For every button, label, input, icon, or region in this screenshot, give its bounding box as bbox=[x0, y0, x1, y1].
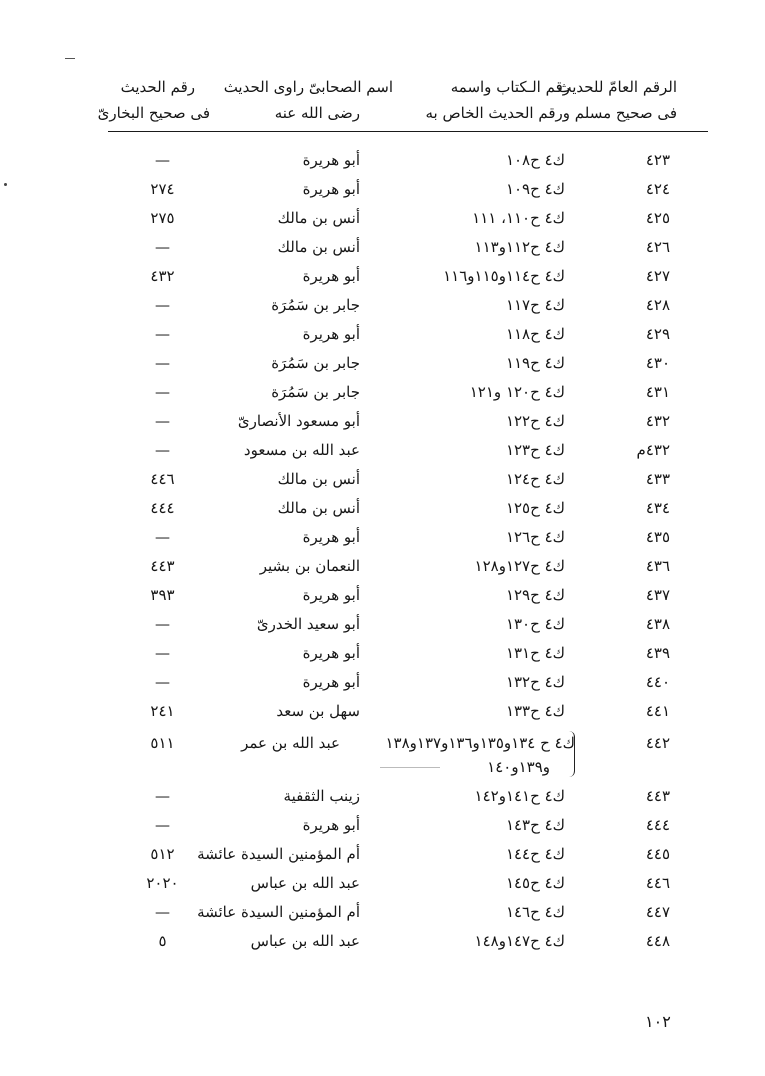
table-row bbox=[0, 351, 765, 375]
companion-name: أبو مسعود الأنصارىّ bbox=[237, 412, 360, 430]
book-reference: ك٤ ح١١٤و١١٥و١١٦ bbox=[443, 267, 565, 285]
bukhari-number: — bbox=[155, 787, 170, 805]
book-reference: ك٤ ح١٣٣ bbox=[505, 702, 565, 720]
table-row bbox=[0, 813, 765, 837]
scan-mark bbox=[4, 183, 7, 186]
bukhari-number: — bbox=[155, 673, 170, 691]
companion-name: زينب الثقفية bbox=[283, 787, 360, 805]
companion-name: أبو هريرة bbox=[302, 151, 360, 169]
bukhari-number: ٢٠٢٠ bbox=[146, 874, 179, 892]
book-reference: ك٤ ح ١٣٤و١٣٥و١٣٦و١٣٧و١٣٨ bbox=[385, 734, 575, 752]
table-row bbox=[0, 929, 765, 953]
scan-mark bbox=[65, 58, 75, 59]
bukhari-number: — bbox=[155, 441, 170, 459]
table-row bbox=[0, 206, 765, 230]
bukhari-number: — bbox=[155, 528, 170, 546]
bukhari-number: — bbox=[155, 644, 170, 662]
header-bukhari-line2: فى صحيح البخارىّ bbox=[97, 104, 210, 122]
bukhari-number: — bbox=[155, 412, 170, 430]
bukhari-number: ٢٧٥ bbox=[150, 209, 175, 227]
hadith-number: ٤٣٢ bbox=[645, 412, 670, 430]
table-row bbox=[0, 842, 765, 866]
book-reference: ك٤ ح١٢٤ bbox=[505, 470, 565, 488]
book-reference: ك٤ ح١٤٤ bbox=[505, 845, 565, 863]
book-reference: ك٤ ح١٢٣ bbox=[505, 441, 565, 459]
header-companion-line2: رضى الله عنه bbox=[274, 104, 360, 122]
bukhari-number: — bbox=[155, 325, 170, 343]
companion-name: أنس بن مالك bbox=[277, 470, 360, 488]
companion-name: أنس بن مالك bbox=[277, 499, 360, 517]
companion-name: عبد الله بن عباس bbox=[250, 932, 360, 950]
header-number-line2: فى صحيح مسلم bbox=[574, 104, 677, 122]
table-row bbox=[0, 641, 765, 665]
companion-name: النعمان بن بشير bbox=[259, 557, 360, 575]
book-reference: ك٤ ح١٣٢ bbox=[505, 673, 565, 691]
bukhari-number: ٤٣٢ bbox=[150, 267, 175, 285]
table-row bbox=[0, 264, 765, 288]
scan-mark bbox=[380, 767, 440, 768]
table-row bbox=[0, 496, 765, 520]
hadith-number: ٤٤٤ bbox=[645, 816, 670, 834]
bukhari-number: ٢٧٤ bbox=[150, 180, 175, 198]
book-reference: ك٤ ح١٤٣ bbox=[505, 816, 565, 834]
table-row bbox=[0, 871, 765, 895]
table-row bbox=[0, 148, 765, 172]
hadith-number: ٤٣٨ bbox=[645, 615, 670, 633]
book-reference: ك٤ ح١١٢و١١٣ bbox=[474, 238, 565, 256]
table-row bbox=[0, 784, 765, 808]
bukhari-number: ٢٤١ bbox=[150, 702, 175, 720]
hadith-number: ٤٢٥ bbox=[645, 209, 670, 227]
companion-name: جابر بن سَمُرَة bbox=[271, 383, 360, 401]
book-reference: ك٤ ح١٤٧و١٤٨ bbox=[474, 932, 565, 950]
bukhari-number: ٤٤٤ bbox=[150, 499, 175, 517]
book-reference: ك٤ ح١٢٢ bbox=[505, 412, 565, 430]
book-reference: ك٤ ح١٠٨ bbox=[505, 151, 565, 169]
book-reference: ك٤ ح١١٩ bbox=[505, 354, 565, 372]
book-reference: ك٤ ح١٢٦ bbox=[505, 528, 565, 546]
book-reference: ك٤ ح١٢٥ bbox=[505, 499, 565, 517]
table-row bbox=[0, 235, 765, 259]
book-reference: ك٤ ح١٢٠ و١٢١ bbox=[469, 383, 565, 401]
companion-name: جابر بن سَمُرَة bbox=[271, 354, 360, 372]
companion-name: أبو هريرة bbox=[302, 816, 360, 834]
table-row bbox=[0, 322, 765, 346]
bukhari-number: — bbox=[155, 383, 170, 401]
hadith-number: ٤٤١ bbox=[645, 702, 670, 720]
bukhari-number: ٣٩٣ bbox=[150, 586, 175, 604]
table-row bbox=[0, 380, 765, 404]
table-row bbox=[0, 438, 765, 462]
bukhari-number: — bbox=[155, 296, 170, 314]
table-row bbox=[0, 525, 765, 549]
table-row bbox=[0, 612, 765, 636]
bukhari-number: ٥ bbox=[158, 932, 167, 950]
companion-name: جابر بن سَمُرَة bbox=[271, 296, 360, 314]
header-number-line1: الرقم العامّ للحديث bbox=[557, 78, 677, 96]
companion-name: عبد الله بن عمر bbox=[241, 734, 340, 752]
hadith-number: ٤٣٧ bbox=[645, 586, 670, 604]
hadith-number: ٤٢٦ bbox=[645, 238, 670, 256]
table-row bbox=[0, 409, 765, 433]
hadith-number: ٤٤٢ bbox=[645, 734, 670, 752]
bukhari-number: — bbox=[155, 151, 170, 169]
companion-name: أم المؤمنين السيدة عائشة bbox=[197, 845, 360, 863]
companion-name: سهل بن سعد bbox=[276, 702, 360, 720]
companion-name: أبو هريرة bbox=[302, 267, 360, 285]
row-brace bbox=[568, 731, 575, 777]
companion-name: أبو هريرة bbox=[302, 644, 360, 662]
book-reference: ك٤ ح١٤١و١٤٢ bbox=[474, 787, 565, 805]
table-row bbox=[0, 467, 765, 491]
bukhari-number: — bbox=[155, 903, 170, 921]
hadith-number: ٤٢٩ bbox=[645, 325, 670, 343]
companion-name: أبو هريرة bbox=[302, 528, 360, 546]
hadith-number: ٤٤٦ bbox=[645, 874, 670, 892]
companion-name: عبد الله بن مسعود bbox=[243, 441, 360, 459]
hadith-number: ٤٢٨ bbox=[645, 296, 670, 314]
hadith-number: ٤٤٥ bbox=[645, 845, 670, 863]
bukhari-number: ٥١١ bbox=[150, 734, 175, 752]
companion-name: أبو هريرة bbox=[302, 673, 360, 691]
bukhari-number: ٤٤٦ bbox=[150, 470, 175, 488]
table-row bbox=[0, 670, 765, 694]
page-number: ١٠٢ bbox=[645, 1012, 671, 1031]
hadith-number: ٤٣٦ bbox=[645, 557, 670, 575]
hadith-number: ٤٤٠ bbox=[645, 673, 670, 691]
table-row bbox=[0, 900, 765, 924]
hadith-number: ٤٣٥ bbox=[645, 528, 670, 546]
bukhari-number: — bbox=[155, 615, 170, 633]
book-reference: ك٤ ح١٣١ bbox=[505, 644, 565, 662]
hadith-number: ٤٣٣ bbox=[645, 470, 670, 488]
table-row bbox=[0, 554, 765, 578]
header-bukhari-line1: رقم الحديث bbox=[120, 78, 195, 96]
book-reference: ك٤ ح١٣٠ bbox=[505, 615, 565, 633]
book-reference: ك٤ ح١١٨ bbox=[505, 325, 565, 343]
bukhari-number: ٤٤٣ bbox=[150, 557, 175, 575]
hadith-number: ٤٣٢م bbox=[636, 441, 670, 459]
companion-name: أبو هريرة bbox=[302, 325, 360, 343]
book-reference: ك٤ ح١٠٩ bbox=[505, 180, 565, 198]
hadith-number: ٤٤٧ bbox=[645, 903, 670, 921]
book-reference: ك٤ ح١٢٩ bbox=[505, 586, 565, 604]
companion-name: أنس بن مالك bbox=[277, 209, 360, 227]
book-reference: ك٤ ح١١٠، ١١١ bbox=[472, 209, 565, 227]
companion-name: أم المؤمنين السيدة عائشة bbox=[197, 903, 360, 921]
hadith-number: ٤٢٧ bbox=[645, 267, 670, 285]
companion-name: عبد الله بن عباس bbox=[250, 874, 360, 892]
companion-name: أبو هريرة bbox=[302, 180, 360, 198]
book-reference: ك٤ ح١٤٥ bbox=[505, 874, 565, 892]
book-reference-continuation: و١٣٩و١٤٠ bbox=[487, 758, 550, 776]
bukhari-number: — bbox=[155, 354, 170, 372]
hadith-number: ٤٣٤ bbox=[645, 499, 670, 517]
companion-name: أبو سعيد الخدرىّ bbox=[256, 615, 360, 633]
hadith-number: ٤٣١ bbox=[645, 383, 670, 401]
hadith-number: ٤٣٠ bbox=[645, 354, 670, 372]
bukhari-number: — bbox=[155, 238, 170, 256]
companion-name: أنس بن مالك bbox=[277, 238, 360, 256]
header-book-line2: ورقم الحديث الخاص به bbox=[425, 104, 570, 122]
header-companion-line1: اسم الصحابىّ راوى الحديث bbox=[223, 78, 393, 96]
hadith-number: ٤٢٣ bbox=[645, 151, 670, 169]
table-row bbox=[0, 177, 765, 201]
book-reference: ك٤ ح١١٧ bbox=[505, 296, 565, 314]
table-row bbox=[0, 699, 765, 723]
header-rule bbox=[108, 131, 708, 132]
companion-name: أبو هريرة bbox=[302, 586, 360, 604]
table-row bbox=[0, 731, 765, 755]
bukhari-number: — bbox=[155, 816, 170, 834]
book-reference: ك٤ ح١٢٧و١٢٨ bbox=[474, 557, 565, 575]
header-book-line1: رقم الـكتاب واسمه bbox=[450, 78, 570, 96]
table-row bbox=[0, 293, 765, 317]
hadith-number: ٤٤٨ bbox=[645, 932, 670, 950]
table-row bbox=[0, 583, 765, 607]
hadith-number: ٤٤٣ bbox=[645, 787, 670, 805]
book-reference: ك٤ ح١٤٦ bbox=[505, 903, 565, 921]
hadith-number: ٤٣٩ bbox=[645, 644, 670, 662]
hadith-number: ٤٢٤ bbox=[645, 180, 670, 198]
bukhari-number: ٥١٢ bbox=[150, 845, 175, 863]
